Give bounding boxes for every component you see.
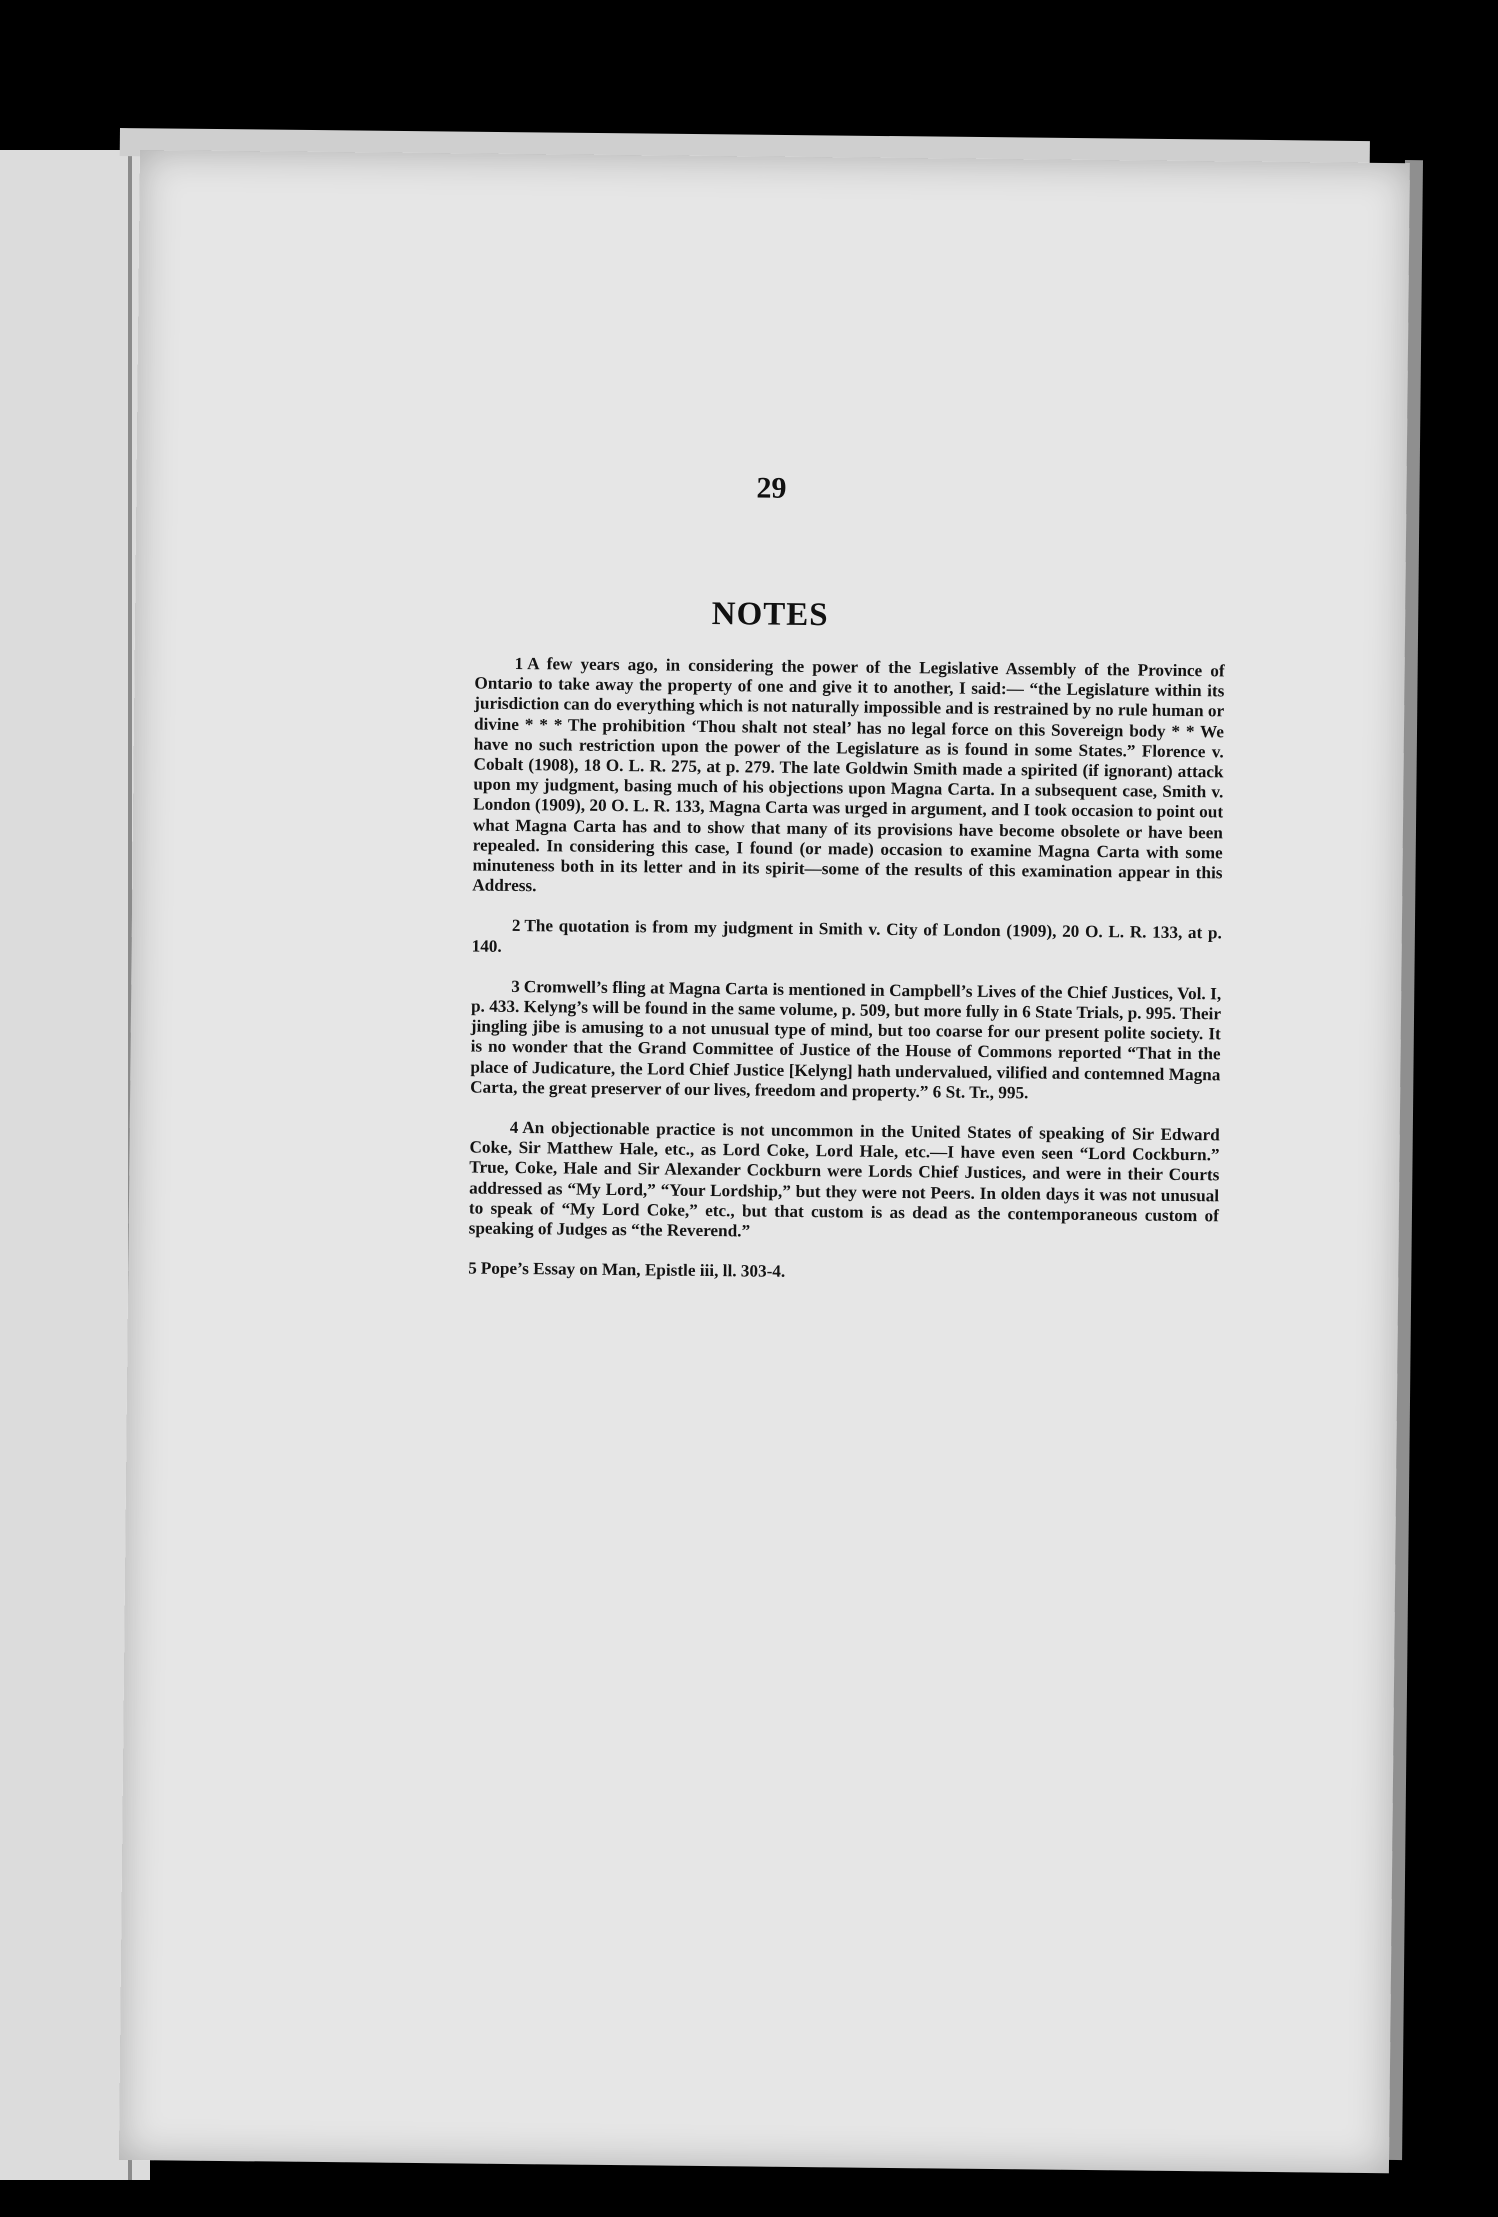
note-1: [472, 654, 1224, 904]
scanned-page: [119, 150, 1410, 2173]
note-5: [468, 1259, 1218, 1287]
note-text: A few years ago, in considering the power of the Legislative Assembly of the Province of Ontario to take away the property of one and give it to another, I said:— “the Legislature within its jurisdiction can do everything which is not naturally impossible and is restrained by no rule human or divine * * * The prohibition ‘Thou shalt not steal’ has no legal force on this Sovereign body * * We have no such restriction upon the power of the Legislature as is found in some States.” Florence v. Cobalt (1908), 18 O. L. R. 275, at p. 279. The late Goldwin Smith made a spirited (if ignorant) attack upon my judgment, basing much of his objections upon Magna Carta. In a subsequent case, Smith v. London (1909), 20 O. L. R. 133, Magna Carta was urged in argument, and I took occasion to point out what Magna Carta has and to show that many of its provisions have become obsolete or have been repealed. In considering this case, I found (or made) occasion to examine Magna Carta with some minuteness both in its letter and in its spirit—some of the results of this examination appear in this Address.: [472, 654, 1225, 896]
note-number: 3: [511, 976, 520, 996]
note-3: [470, 976, 1221, 1105]
page-number: 29: [756, 471, 787, 505]
note-text: Cromwell’s fling at Magna Carta is mentioned in Campbell’s Lives of the Chief Justices, Vol. I, p. 433. Kelyng’s will be found in the same volume, p. 509, but more fully in 6 State Trials, p. 995. Their jingling jibe is amusing to a not unusual type of mind, but too coarse for our present polite society. It is no wonder that the Grand Committee of Justice of the House of Commons reported “That in the place of Judicature, the Lord Chief Justice [Kelyng] hath undervalued, vilified and contemned Magna Carta, the great preserver of our lives, freedom and property.” 6 St. Tr., 995.: [470, 976, 1222, 1103]
note-text: The quotation is from my judgment in Smith v. City of London (1909), 20 O. L. R. 133, at p. 140.: [471, 916, 1222, 956]
note-number: 2: [511, 916, 521, 936]
note-number: 4: [509, 1117, 519, 1138]
notes-heading: NOTES: [711, 596, 829, 634]
notes-list: [468, 654, 1225, 1307]
note-4: [469, 1118, 1220, 1247]
note-2: [472, 916, 1222, 964]
note-text: An objectionable practice is not uncommon in the United States of speaking of Sir Edward Coke, Sir Matthew Hale, etc., as Lord Coke, Lord Hale, etc.—I have even seen “Lord Cockburn.” True, Coke, Hale and Sir Alexander Cockburn were Lords Chief Justices, and were in their Courts addressed as “My Lord,” “Your Lordship,” but they were not Peers. In olden days it was not unusual to speak of “My Lord Coke,” etc., but that custom is as dead as the contemporaneous custom of speaking of Judges as “the Reverend.”: [468, 1118, 1220, 1241]
note-number: 1: [514, 653, 524, 674]
note-text: Pope’s Essay on Man, Epistle iii, ll. 303-4.: [480, 1258, 786, 1282]
note-number: 5: [468, 1258, 477, 1278]
